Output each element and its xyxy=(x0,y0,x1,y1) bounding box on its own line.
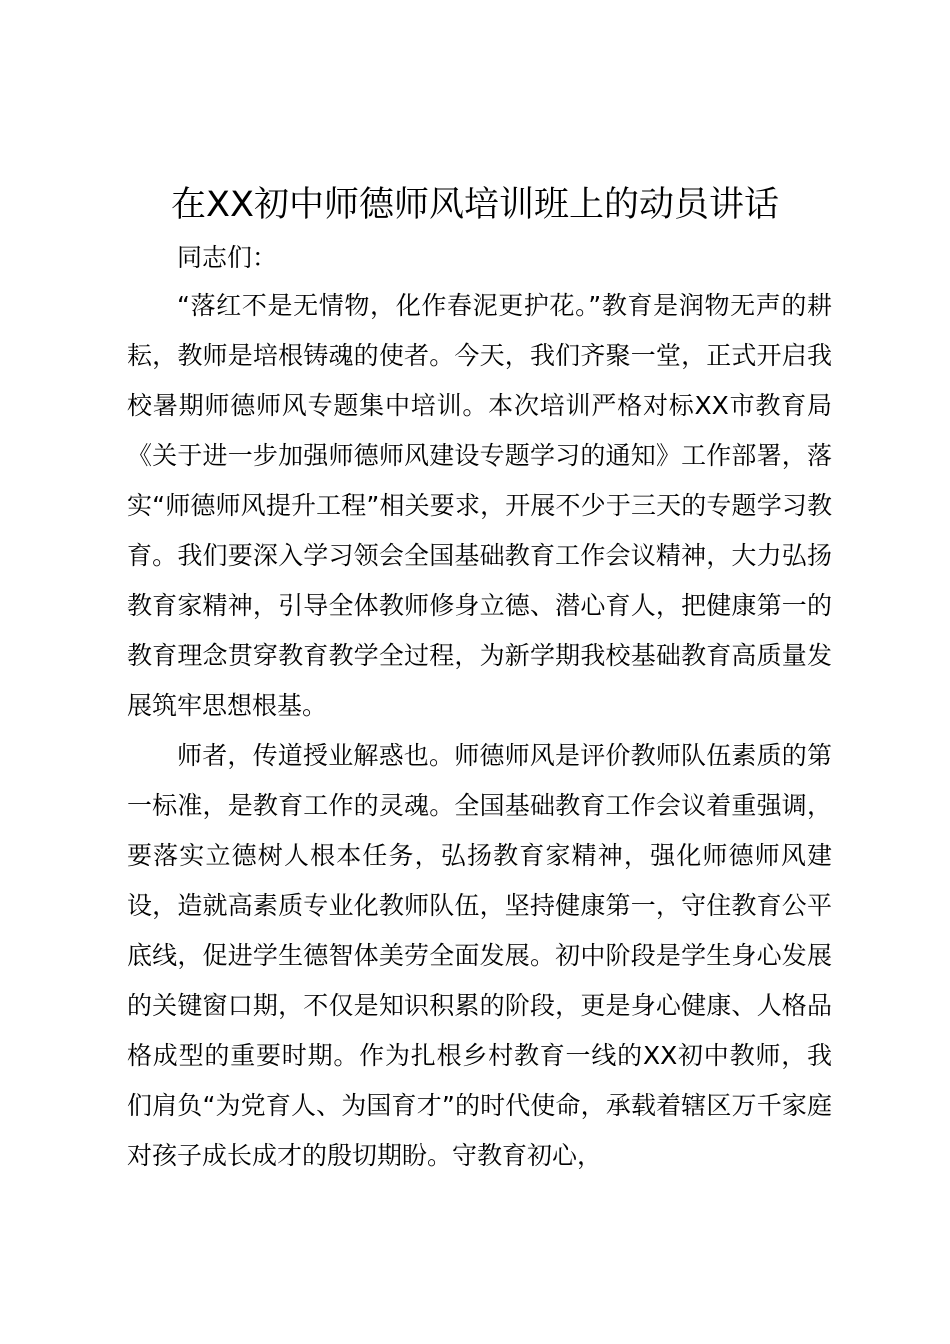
document-title: 在XX初中师德师风培训班上的动员讲话 xyxy=(171,185,779,225)
salutation: 同志们： xyxy=(177,243,278,272)
document-body xyxy=(127,281,832,1181)
paragraph-1: “落红不是无情物，化作春泥更护花。”教育是润物无声的耕耘，教师是培根铸魂的使者。今天，我们齐聚一堂，正式开启我校暑期师德师风专题集中培训。本次培训严格对标XX市教育局《关于进一步加强师德师风建设专题学习的通知》工作部署，落实“师德师风提升工程”相关要求，开展不少于三天的专题学习教育。我们要深入学习领会全国基础教育工作会议精神，大力弘扬教育家精神，引导全体教师修身立德、潜心育人，把健康第一的教育理念贯穿教育教学全过程，为新学期我校基础教育高质量发展筑牢思想根基。 xyxy=(127,291,832,720)
paragraph-2: 师者，传道授业解惑也。师德师风是评价教师队伍素质的第一标准，是教育工作的灵魂。全国基础教育工作会议着重强调，要落实立德树人根本任务，弘扬教育家精神，强化师德师风建设，造就高素质专业化教师队伍，坚持健康第一，守住教育公平底线，促进学生德智体美劳全面发展。初中阶段是学生身心发展的关键窗口期，不仅是知识积累的阶段，更是身心健康、人格品格成型的重要时期。作为扎根乡村教育一线的XX初中教师，我们肩负“为党育人、为国育才”的时代使命，承载着辖区万千家庭对孩子成长成才的殷切期盼。守教育初心， xyxy=(127,741,832,1170)
